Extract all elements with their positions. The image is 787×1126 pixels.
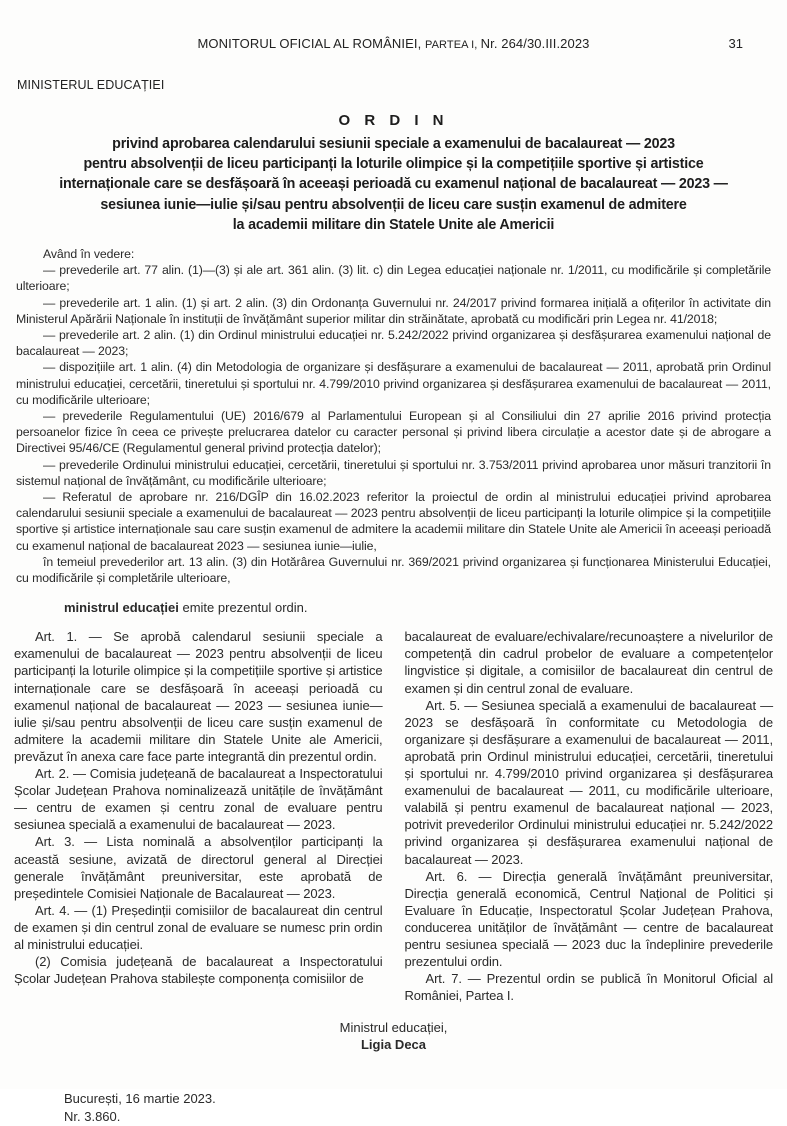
preamble-item: — prevederile art. 1 alin. (1) și art. 2 alin. (3) din Ordonanța Guvernului nr. 24/2017 privind formarea inițială a ofițerilor în activitate din Ministerul Apărării Naționale în instituții de învățământ superior militar din străinătate, aprobată cu modificări prin Legea nr. 41/2018; (16, 295, 771, 326)
enacting-formula (16, 600, 771, 615)
article-6: Art. 6. — Direcția generală învățământ preuniversitar, Direcția generală economică, Centrul Național de Politici și Evaluare în Educație, Inspectoratul Școlar Județean Prahova, conducerea unităților de învățământ — centre de bacalaureat pentru sesiunea specială — 2023 duc la îndeplinire prevederile prezentului ordin. (404, 868, 773, 970)
article-3: Art. 3. — Lista nominală a absolvenților participanți la această sesiune, avizată de directorul general al Direcției generale învățământ preuniversitar, este aprobată de președintele Comisiei Naționale de Bacalaureat — 2023. (14, 834, 383, 901)
left-column (14, 628, 383, 1004)
preamble-intro: Având în vedere: (43, 247, 135, 262)
preamble-item: — prevederile art. 2 alin. (1) din Ordinul ministrului educației nr. 5.242/2022 privind organizarea și desfășurarea examenului național de bacalaureat — 2023; (16, 328, 771, 359)
footer-order-number: Nr. 3.860. (64, 1109, 121, 1125)
article-5: Art. 5. — Sesiunea specială a examenului de bacalaureat — 2023 se desfășoară în conformitate cu Metodologia de organizare și desfășurare a examenului de bacalaureat — 2011, aprobată prin Ordinul ministrului educației, cercetării, tineretului și sportului nr. 4.799/2010 privind organizarea și desfășurarea examenului de bacalaureat — 2011, cu modificările ulterioare, valabilă și pentru examenul de bacalaureat național — 2023, potrivit prevederilor Ordinului ministrului educației nr. 5.242/2022 privind organizarea și desfășurarea examenului național de bacalaureat — 2023. (404, 697, 773, 867)
article-7: Art. 7. — Prezentul ordin se publică în Monitorul Oficial al României, Partea I. (404, 971, 773, 1004)
right-column (405, 628, 774, 1004)
gazette-part: PARTEA I, (425, 39, 481, 51)
article-2: Art. 2. — Comisia județeană de bacalaureat a Inspectoratului Școlar Județean Prahova nominalizează unitățile de învățământ — centru de examen și centru zonal de evaluare pentru sesiunea specială a examenului de bacalaureat — 2023. (14, 766, 383, 833)
page-number: 31 (728, 36, 743, 51)
preamble-item: — dispozițiile art. 1 alin. (4) din Metodologia de organizare și desfășurare a examenului de bacalaureat — 2011, aprobată prin Ordinul ministrului educației, cercetării, tineretului și sportului nr. 4.799/2010 privind organizarea și desfășurarea examenului de bacalaureat — 2011, cu modificările ulterioare; (16, 360, 771, 407)
article-1: Art. 1. — Se aprobă calendarul sesiunii speciale a examenului de bacalaureat — 2023 pentru absolvenții de liceu participanți la loturile olimpice și la competițiile sportive și artistice internaționale care se desfășoară în aceeași perioadă cu examenul național de bacalaureat — 2023 — sesiunea iunie—iulie și/sau pentru absolvenții de liceu care susțin examenul de admitere la academii militare din Statele Unite ale Americii, prevăzut în anexa care face parte integrantă din prezentul ordin. (14, 629, 383, 764)
enacting-text: emite prezentul ordin. (178, 600, 308, 616)
order-title-line: la academii militare din Statele Unite ale Americii (232, 216, 555, 233)
order-title (0, 134, 787, 235)
preamble-item: — prevederile Regulamentului (UE) 2016/679 al Parlamentului European și al Consiliului din 27 aprilie 2016 privind protecția persoanelor fizice în ceea ce privește prelucrarea datelor cu caracter personal și privind libera circulație a acestor date și de abrogare a Directivei 95/46/CE (Regulamentul general privind protecția datelor); (16, 409, 771, 456)
preamble (16, 246, 771, 586)
order-title-line: pentru absolvenții de liceu participanți la loturile olimpice și la competițiile sportive și artistice (83, 156, 704, 173)
signature-block (0, 1019, 787, 1053)
article-4-continuation: bacalaureat de evaluare/echivalare/recunoaștere a nivelurilor de competență din cadrul probelor de evaluare a competențelor lingvistice și digitale, a comisiilor de bacalaureat din centrul de examen și din centrul zonal de evaluare. (404, 629, 773, 696)
preamble-item: în temeiul prevederilor art. 13 alin. (3) din Hotărârea Guvernului nr. 369/2021 privind organizarea și funcționarea Ministerului Educației, cu modificările și completările ulterioare, (16, 554, 771, 586)
gazette-title: MONITORUL OFICIAL AL ROMÂNIEI, (197, 36, 425, 51)
preamble-item: — prevederile art. 77 alin. (1)—(3) și ale art. 361 alin. (3) lit. c) din Legea educației naționale nr. 1/2011, cu modificările și completările ulterioare; (16, 263, 771, 294)
preamble-item: — prevederile Ordinului ministrului educației, cercetării, tineretului și sportului nr. 3.753/2011 privind aprobarea unor măsuri tranzitorii în sistemul național de învățământ, cu modificările ulterioare; (16, 457, 771, 488)
order-title-line: sesiunea iunie—iulie și/sau pentru absolvenții de liceu care susțin examenul de admitere (100, 196, 687, 213)
articles-section (14, 628, 773, 1004)
order-title-line: privind aprobarea calendarului sesiunii speciale a examenului de bacalaureat — 2023 (112, 136, 675, 152)
gazette-header (0, 0, 787, 51)
preamble-item: — Referatul de aprobare nr. 216/DGÎP din 16.02.2023 referitor la proiectul de ordin al ministrului educației privind aprobarea calendarului sesiunii speciale a examenului de bacalaureat — 2023 pentru absolvenții de liceu participanți la loturile olimpice și la competițiile sportive și artistice internaționale sau care susțin examenul de admitere la academii militare din Statele Unite ale Americii în aceeași perioadă cu examenul național de bacalaureat 2023 — sesiunea iunie—iulie, (16, 490, 771, 553)
document-footer (64, 1090, 787, 1126)
article-4-par-1: Art. 4. — (1) Președinții comisiilor de bacalaureat din centrul de examen și din centrul zonal de evaluare se numesc prin ordin al ministrului educației. (14, 902, 383, 952)
signer-name: Ligia Deca (360, 1037, 427, 1053)
enacting-issuer: ministrul educației (64, 600, 179, 616)
order-heading: O R D I N (338, 112, 449, 129)
footer-place-date: București, 16 martie 2023. (64, 1091, 216, 1107)
gazette-issue: Nr. 264/30.III.2023 (480, 36, 590, 51)
ministry-name: MINISTERUL EDUCAȚIEI (17, 78, 165, 92)
signer-role: Ministrul educației, (339, 1020, 448, 1036)
article-4-par-2: (2) Comisia județeană de bacalaureat a Inspectoratului Școlar Județean Prahova stabilește componența comisiilor de (14, 954, 383, 987)
order-title-line: internaționale care se desfășoară în aceeași perioadă cu examenul național de bacalaureat — 2023 — (59, 176, 728, 193)
